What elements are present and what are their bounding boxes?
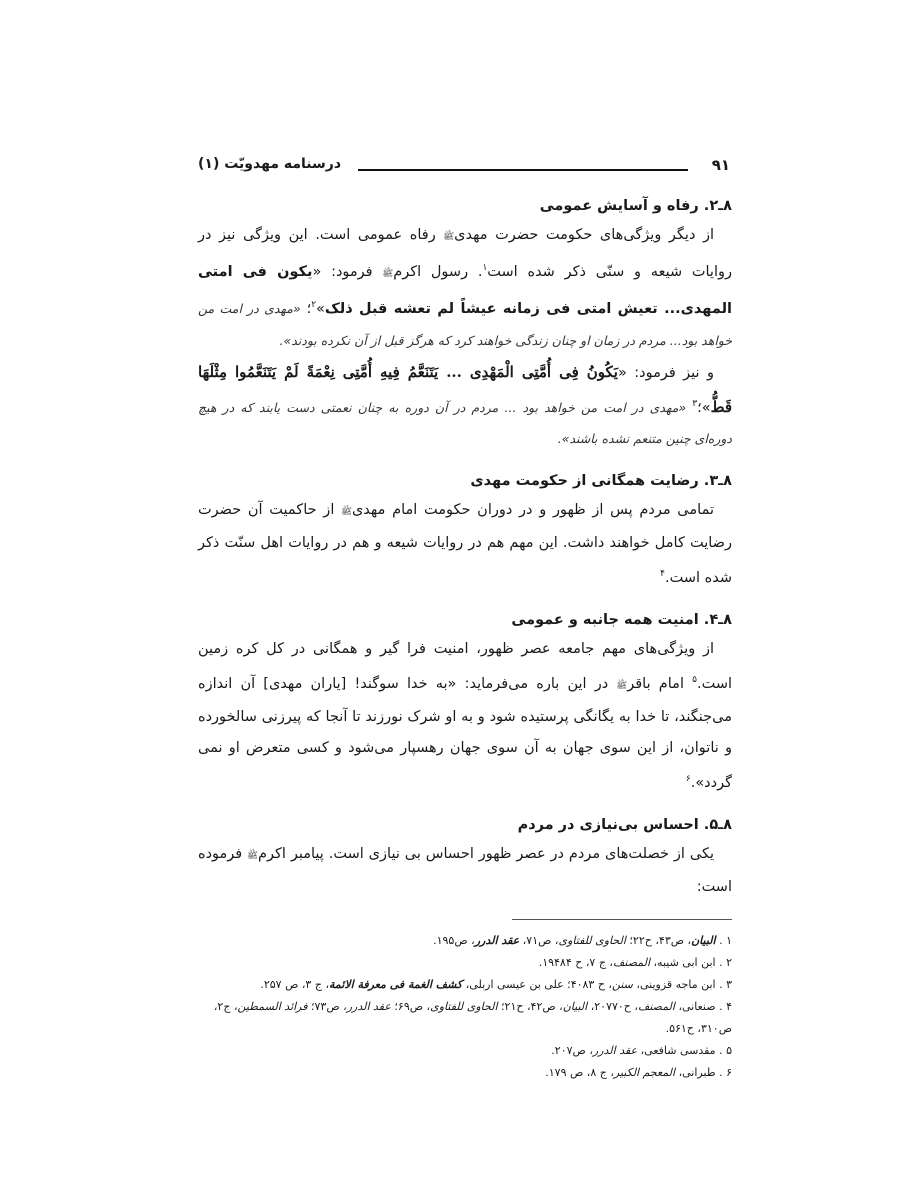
footnote-ref: ۳ — [692, 398, 698, 409]
footnote-number: ۶ . — [715, 1065, 732, 1079]
footnote-ref: ۵ — [692, 675, 697, 686]
footnote-item — [198, 974, 732, 996]
footnote-text: ، ص۷۱، — [519, 933, 559, 947]
honorific-glyph: ﷺ — [616, 681, 628, 692]
footnote-text: مقدسی شافعی، — [637, 1043, 716, 1057]
footnote-item — [198, 952, 732, 974]
footnote-item — [198, 930, 732, 952]
footnote-text: ، ح ۴۰۸۳؛ علی بن عیسی اربلی، — [462, 977, 612, 991]
paragraph-welfare-2: و نیز فرمود: «یَکُونُ فِی أُمَّتِی الْمَهْدِی ... یَتَنَعَّمُ فِیهِ أُمَّتِی نِعْمَةً لَمْ یَتَنَعَّمُوا مِثْلَهَا قَطُّ»؛$^۳$ «مهدی در امت من خواهد بود ... مردم در آن دوره به چنان نعمتی دست یابند که در هیچ دوره‌ای چنین متنعم نشده باشند». — [198, 362, 732, 447]
footnote-text: ، ص۱۹۵. — [433, 933, 475, 947]
footnote-ref: ۶ — [685, 774, 691, 785]
paragraph-satisfaction: تمامی مردم پس از ظهور و در دوران حکومت امام مهدیﷺ از حاکمیت آن حضرت رضایت کامل خواهند داشت. این مهم هم در روایات شیعه و هم در روایات اهل سنّت ذکر شده است.$^۴$ — [198, 502, 732, 587]
footnote-item — [198, 1040, 732, 1062]
footnote-item — [198, 996, 732, 1040]
footnote-text: عقد الدرر — [346, 999, 391, 1013]
honorific-glyph: ﷺ — [443, 232, 455, 242]
footnote-ref: ۲ — [311, 299, 317, 310]
hadith-translation: «مهدی در امت من خواهد بود... مردم در زمان او چنان زندگی خواهند کرد که هرگز قبل از آن نکرده بودند». — [198, 300, 732, 348]
footnote-text: کشف الغمة فی معرفة الائمة — [329, 977, 463, 991]
paragraph-sufficiency: یکی از خصلت‌های مردم در عصر ظهور احساس بی نیازی است. پیامبر اکرمﷺ فرموده است: — [198, 845, 732, 895]
footnote-number: ۴ . — [715, 999, 732, 1013]
footnote-text: ، ص۴۲، ح۲۱؛ — [497, 999, 563, 1013]
footnote-text: المعجم الکبیر — [613, 1065, 676, 1079]
page-header — [198, 150, 732, 180]
footnote-text: ابن ابی شیبه، — [650, 955, 716, 969]
footnote-text: ، ج ۸، ص ۱۷۹. — [545, 1065, 614, 1079]
footnote-text: ابن ماجه قزوینی، — [632, 977, 716, 991]
section-heading-security: ۸ـ۴. امنیت همه جانبه و عمومی — [511, 612, 732, 629]
section-heading-sufficiency: ۸ـ۵. احساس بی‌نیازی در مردم — [517, 816, 732, 833]
footnote-number: ۱ . — [715, 933, 732, 947]
footnote-text: فرائد السمطین — [237, 999, 308, 1013]
honorific-glyph: ﷺ — [341, 507, 352, 518]
footnote-text: سنن — [611, 977, 633, 991]
footnote-text: المصنف — [637, 999, 675, 1013]
hadith-translation: «مهدی در امت من خواهد بود ... مردم در آن دوره به چنان نعمتی دست یابند که در هیچ دوره‌ای چنین متنعم نشده باشند». — [198, 399, 732, 447]
footnote-text: عقد الدرر — [474, 933, 520, 947]
running-title: درسنامه مهدویّت (۱) — [198, 156, 342, 172]
footnote-text: ، ج ۷، ح ۱۹۴۸۴. — [538, 955, 613, 969]
footnote-text: ، ص۴۳، ح۲۲؛ — [625, 933, 692, 947]
header-rule — [358, 169, 688, 171]
footnote-text: الحاوی للفتاوی — [430, 999, 498, 1013]
footnotes — [198, 930, 732, 1084]
footnote-text: البیان — [691, 933, 716, 947]
footnote-text: ، ج۲، ص۳۱۰، ح۵۶۱. — [213, 999, 732, 1035]
hadith-quote-arabic: یَکُونُ فِی أُمَّتِی الْمَهْدِی ... یَتَنَعَّمُ فِیهِ أُمَّتِی نِعْمَةً لَمْ یَتَنَعَّمُوا مِثْلَهَا قَطُّ — [198, 362, 732, 416]
footnote-number: ۳ . — [715, 977, 732, 991]
footnote-text: ، ح۲۰۷۷۰، — [587, 999, 638, 1013]
footnote-ref: ۱ — [482, 263, 488, 273]
book-page — [198, 150, 732, 1084]
honorific-glyph: ﷺ — [382, 268, 394, 279]
footnote-text: المصنف — [612, 955, 650, 969]
footnote-text: ، ص۶۹؛ — [390, 999, 431, 1013]
footnote-number: ۵ . — [715, 1043, 732, 1057]
footnote-text: ، ج ۳، ص ۲۵۷. — [260, 977, 329, 991]
section-heading-satisfaction: ۸ـ۳. رضایت همگانی از حکومت مهدی — [470, 473, 732, 490]
footnote-text: الحاوی للفتاوی — [558, 933, 626, 947]
paragraph-welfare-1: از دیگر ویژگی‌های حکومت حضرت مهدیﷺ رفاه عمومی است. این ویژگی نیز در روایات شیعه و سنّی ذکر شده است$^۱$. رسول اکرمﷺ فرمود: «یکون فی امتی المهدی... تعیش امتی فی زمانه عیشاً لم تعشه قبل ذلک»$^۲$؛ «مهدی در امت من خواهد بود... مردم در زمان او چنان زندگی خواهند کرد که هرگز قبل از آن نکرده بودند». — [198, 227, 732, 348]
footnote-item — [198, 1062, 732, 1084]
footnote-text: البیان — [562, 999, 588, 1013]
section-heading-welfare: ۸ـ۲. رفاه و آسایش عمومی — [539, 198, 732, 214]
footnote-number: ۲ . — [715, 955, 732, 969]
footnote-text: طبرانی، — [675, 1065, 716, 1079]
footnote-text: ، ص۷۳؛ — [307, 999, 347, 1013]
page-number: ۹۱ — [711, 156, 730, 174]
footnote-text: صنعانی، — [674, 999, 716, 1013]
hadith-quote: یکون فی امتی المهدی... تعیش امتی فی زمانه عیشاً لم تعشه قبل ذلک — [198, 263, 732, 317]
footnote-text: ، ص۲۰۷. — [551, 1043, 593, 1057]
honorific-glyph: ﷺ — [247, 850, 259, 861]
footnote-separator — [512, 919, 732, 920]
paragraph-security: از ویژگی‌های مهم جامعه عصر ظهور، امنیت فرا گیر و همگانی در کل کره زمین است.$^۵$ امام باقرﷺ در این باره می‌فرماید: «به خدا سوگند! [یاران مهدی] آن اندازه می‌جنگند، تا خدا به یگانگی پرستیده شود و به او شرک نورزند تا آنجا که پیرزنی سالخورده و ناتوان، از این سوی جهان به آن سوی جهان رهسپار می‌شود و کسی متعرض او نمی گردد».$^۶$ — [198, 641, 733, 791]
footnote-text: عقد الدرر — [592, 1043, 638, 1057]
footnote-ref: ۴ — [660, 569, 665, 580]
